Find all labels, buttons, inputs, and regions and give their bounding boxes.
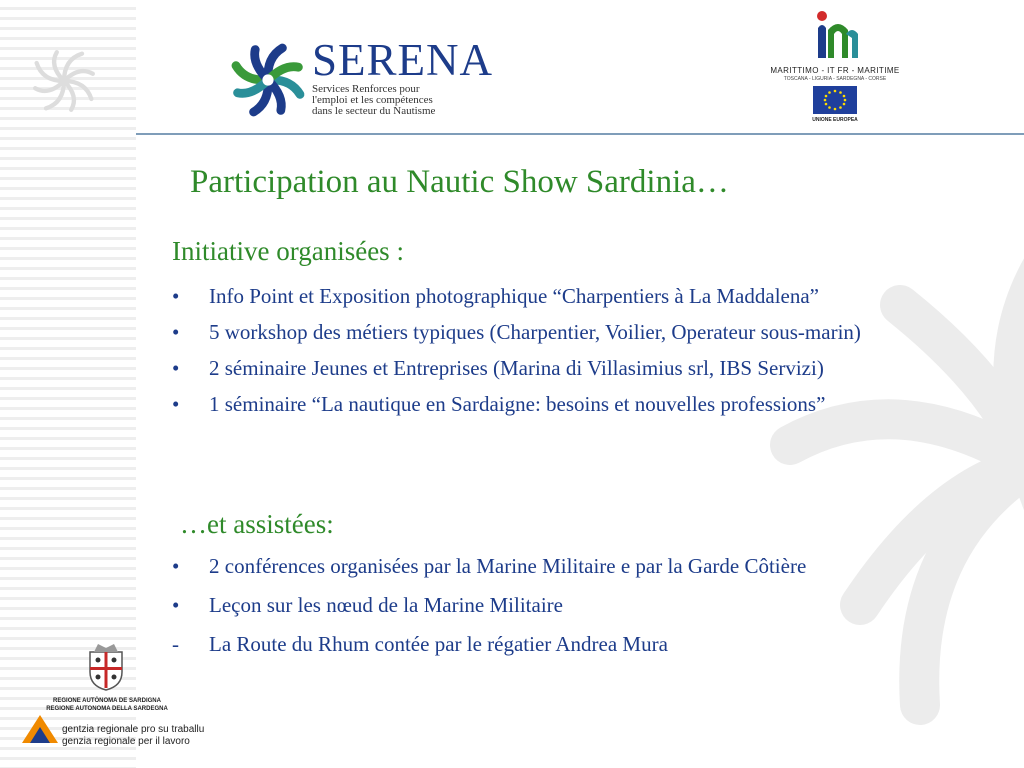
list-item bbox=[172, 283, 1012, 309]
list-item bbox=[172, 553, 1012, 579]
attended-events-list bbox=[172, 553, 1012, 670]
section-heading-organized: Initiative organisées : bbox=[172, 236, 404, 266]
bullet-icon: • bbox=[172, 284, 180, 308]
section-heading-attended: …et assistées: bbox=[180, 509, 334, 539]
bullet-icon: • bbox=[172, 392, 180, 416]
list-item bbox=[172, 631, 1012, 657]
list-item-text: Info Point et Exposition photographique “Charpentiers à La Maddalena” bbox=[209, 284, 819, 308]
bullet-icon: - bbox=[172, 632, 179, 656]
eu-label: UNIONE EUROPEA bbox=[812, 117, 858, 123]
serena-subtitle-line: Services Renforces pour bbox=[312, 83, 420, 95]
serena-subtitle-line: l'emploi et les compétences bbox=[312, 94, 433, 106]
serena-logo-icon bbox=[228, 40, 308, 120]
list-item bbox=[172, 592, 1012, 618]
agenzia-name-italian: genzia regionale per il lavoro bbox=[62, 736, 190, 747]
serena-subtitle-line: dans le secteur du Nautisme bbox=[312, 105, 436, 117]
sardegna-name-sardinian: REGIONE AUTÒNOMA DE SARDIGNA bbox=[53, 698, 161, 704]
list-item-text: 5 workshop des métiers typiques (Charpentier, Voilier, Operateur sous-marin) bbox=[209, 320, 861, 344]
bullet-icon: • bbox=[172, 554, 180, 578]
sardegna-crest-icon bbox=[84, 642, 128, 692]
bullet-icon: • bbox=[172, 320, 180, 344]
list-item bbox=[172, 355, 1012, 381]
marittimo-subtitle: TOSCANA - LIGURIA - SARDEGNA - CORSE bbox=[783, 76, 887, 82]
eu-flag-icon bbox=[813, 86, 857, 114]
marittimo-logo-icon bbox=[808, 8, 862, 64]
list-item-text: 2 séminaire Jeunes et Entreprises (Marina di Villasimius srl, IBS Servizi) bbox=[209, 356, 824, 380]
agenzia-name-sardinian: gentzia regionale pro su traballu bbox=[62, 724, 205, 735]
list-item bbox=[172, 319, 1012, 345]
agenzia-logo-icon bbox=[20, 713, 60, 745]
organized-initiatives-list bbox=[172, 283, 1012, 427]
list-item-text: 2 conférences organisées par la Marine Militaire e par la Garde Côtière bbox=[209, 554, 807, 578]
header-divider bbox=[136, 133, 1024, 135]
slide-title: Participation au Nautic Show Sardinia… bbox=[190, 164, 729, 200]
bullet-icon: • bbox=[172, 356, 180, 380]
left-swirl-icon bbox=[28, 45, 100, 117]
bullet-icon: • bbox=[172, 593, 180, 617]
list-item-text: La Route du Rhum contée par le régatier Andrea Mura bbox=[209, 632, 668, 656]
list-item-text: Leçon sur les nœud de la Marine Militaire bbox=[209, 593, 563, 617]
marittimo-title: MARITTIMO - IT FR - MARITIME bbox=[770, 66, 900, 75]
sardegna-name-italian: REGIONE AUTONOMA DELLA SARDEGNA bbox=[46, 706, 168, 712]
serena-title: SERENA bbox=[312, 35, 494, 85]
serena-subtitle bbox=[312, 84, 435, 117]
list-item-text: 1 séminaire “La nautique en Sardaigne: besoins et nouvelles professions” bbox=[209, 392, 826, 416]
list-item bbox=[172, 391, 1012, 417]
